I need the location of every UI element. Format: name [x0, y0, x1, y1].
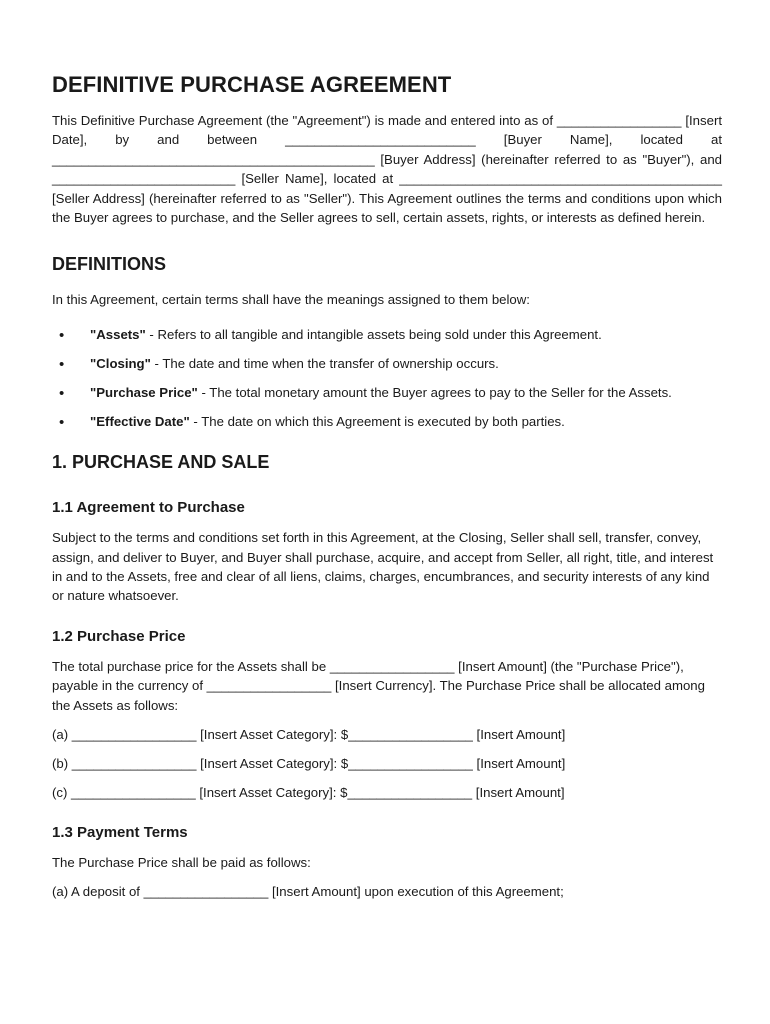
bullet-icon: •: [59, 326, 65, 344]
definition-text: - Refers to all tangible and intangible assets being sold under this Agreement.: [145, 326, 602, 342]
payment-line-a: (a) A deposit of _________________ [Insert Amount] upon execution of this Agreement;: [52, 884, 564, 900]
definitions-heading: DEFINITIONS: [52, 254, 167, 275]
allocation-line-c: (c) _________________ [Insert Asset Category]: $_________________ [Insert Amount]: [52, 784, 565, 800]
section-1-3-heading: 1.3 Payment Terms: [52, 824, 188, 842]
allocation-line-a: (a) _________________ [Insert Asset Category]: $_________________ [Insert Amount]: [52, 726, 566, 742]
section-1-1-text: Subject to the terms and conditions set forth in this Agreement, at the Closing, Seller shall sell, transfer, convey, assign, and deliver to Buyer, and Buyer shall purchase, acquire, and accept from Seller, all right, title, and interest in and to the Assets, free and clear of all liens, claims, charges, encumbrances, and security interests of any kind or nature whatsoever.: [52, 530, 714, 604]
definition-term: "Closing": [90, 355, 151, 371]
definition-item: [52, 325, 722, 344]
definition-text: - The total monetary amount the Buyer agrees to pay to the Seller for the Assets.: [197, 384, 672, 400]
section-1-heading: 1. PURCHASE AND SALE: [52, 452, 270, 473]
section-1-3-text: The Purchase Price shall be paid as follows:: [52, 855, 311, 871]
intro-paragraph: This Definitive Purchase Agreement (the "Agreement") is made and entered into as of _________________ [Insert Date], by and between __________________________ [Buyer Name], located at ____________________________________________ [Buyer Address] (hereinafter referred to as "Buyer"), and _________________________ [Seller Name], located at ____________________________________________ [Seller Address] (hereinafter referred to as "Seller"). This Agreement outlines the terms and conditions upon which the Buyer agrees to purchase, and the Seller agrees to sell, certain assets, rights, or interests as defined herein.: [52, 113, 722, 226]
allocation-line-b: (b) _________________ [Insert Asset Category]: $_________________ [Insert Amount]: [52, 755, 566, 771]
bullet-icon: •: [59, 413, 65, 431]
section-1-2-heading: 1.2 Purchase Price: [52, 627, 186, 645]
document-page: [52, 72, 722, 902]
definitions-lead: In this Agreement, certain terms shall have the meanings assigned to them below:: [52, 292, 530, 308]
bullet-icon: •: [59, 384, 65, 402]
definition-text: - The date and time when the transfer of ownership occurs.: [150, 355, 499, 371]
definition-item: [52, 412, 722, 431]
definition-term: "Assets": [90, 326, 146, 342]
document-title: DEFINITIVE PURCHASE AGREEMENT: [52, 72, 452, 97]
definition-term: "Purchase Price": [90, 384, 198, 400]
definition-term: "Effective Date": [90, 413, 190, 429]
bullet-icon: •: [59, 355, 65, 373]
section-1-2-text: The total purchase price for the Assets shall be _________________ [Insert Amount] (the "Purchase Price"), payable in the currency of _________________ [Insert Currency]. The Purchase Price shall be allocated among the Assets as follows:: [52, 658, 705, 713]
definition-text: - The date on which this Agreement is executed by both parties.: [189, 413, 565, 429]
definition-item: [52, 383, 722, 402]
definitions-list: [52, 325, 722, 431]
definition-item: [52, 354, 722, 373]
section-1-1-heading: 1.1 Agreement to Purchase: [52, 499, 245, 517]
